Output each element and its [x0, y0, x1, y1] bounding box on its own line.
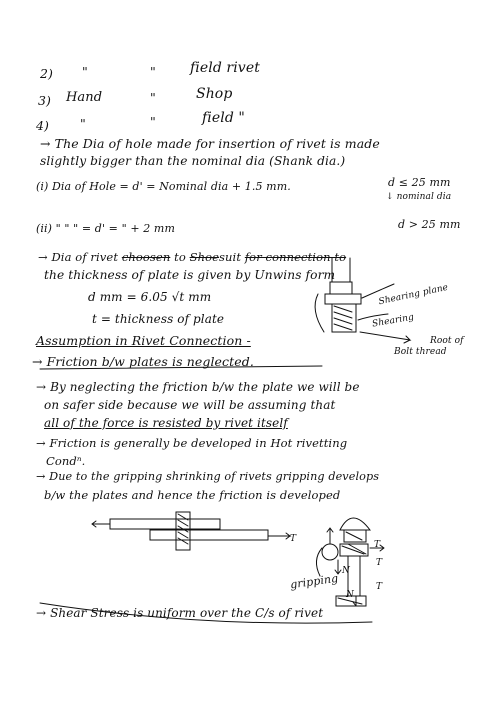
label-gripping: gripping [289, 571, 340, 592]
struck-text: for connection to [244, 250, 347, 264]
label-tension: T [374, 540, 381, 550]
paragraph-line: slightly bigger than the nominal dia (Shank dia.) [40, 154, 346, 168]
formula-condition-2: d > 25 mm [398, 218, 461, 231]
gripping-sketch [316, 518, 384, 606]
text-fragment: to [174, 250, 186, 264]
equation-thickness: t = thickness of plate [92, 312, 225, 326]
ditto-mark: " [80, 116, 86, 131]
paragraph-line: → Due to the gripping shrinking of rivets gripping develops [36, 470, 380, 483]
list-text-field: field " [202, 110, 245, 126]
underline [40, 603, 372, 623]
ditto-mark: " [82, 64, 88, 79]
paragraph-line: → Friction is generally be developed in Hot rivetting [36, 436, 348, 450]
lap-joint-sketch [92, 512, 290, 550]
paragraph-line: → The Dia of hole made for insertion of rivet is made [40, 136, 380, 151]
text-fragment: suit [219, 250, 242, 264]
struck-text: choosen [121, 250, 171, 264]
list-num-2: 2) [40, 66, 54, 81]
formula-condition-1: d ≤ 25 mm [388, 176, 451, 189]
assumption-item: → Friction b/w plates is neglected. [32, 354, 254, 369]
ditto-mark: " [150, 64, 156, 79]
paragraph-line: on safer side because we will be assuming that [44, 398, 336, 412]
underline [40, 366, 322, 369]
formula-hole-dia-2: (ii) " " " = d' = " + 2 mm [36, 222, 175, 235]
list-text-hand: Hand [66, 90, 103, 105]
label-shearing-plane: Shearing plane [377, 282, 450, 308]
ditto-mark: " [150, 114, 156, 129]
paragraph-line: → Shear Stress is uniform over the C/s of rivet [36, 606, 324, 620]
paragraph-line: the thickness of plate is given by Unwins form [44, 268, 336, 282]
label-tension: T [376, 582, 383, 592]
label-bolt-thread: Bolt thread [394, 347, 447, 357]
list-num-3: 3) [38, 93, 52, 108]
label-shearing: Shearing [371, 312, 415, 330]
formula-note: ↓ nominal dia [386, 192, 452, 202]
ditto-mark: " [150, 90, 156, 105]
list-text-shop: Shop [196, 86, 233, 102]
section-heading: Assumption in Rivet Connection - [36, 333, 251, 348]
struck-text: Shoe [189, 250, 220, 264]
label-root-of: Root of [430, 336, 464, 346]
label-normal: N [342, 566, 350, 576]
paragraph-line: → By neglecting the friction b/w the plate we will be [36, 380, 360, 394]
paragraph-line: Condⁿ. [46, 454, 86, 468]
text-fragment: → Dia of rivet [38, 250, 119, 264]
paragraph-line: b/w the plates and hence the friction is developed [44, 488, 341, 502]
equation-unwin: d mm = 6.05 √t mm [88, 290, 212, 304]
label-normal: N [346, 590, 354, 600]
bolt-sketch [315, 258, 410, 343]
list-text-field-rivet: field rivet [190, 60, 260, 76]
formula-hole-dia-1: (i) Dia of Hole = d' = Nominal dia + 1.5 mm. [36, 180, 291, 193]
label-tension: T [376, 558, 383, 568]
label-tension-right: T [290, 534, 297, 544]
paragraph-line: all of the force is resisted by rivet itself [44, 416, 288, 430]
list-num-4: 4) [36, 118, 50, 133]
